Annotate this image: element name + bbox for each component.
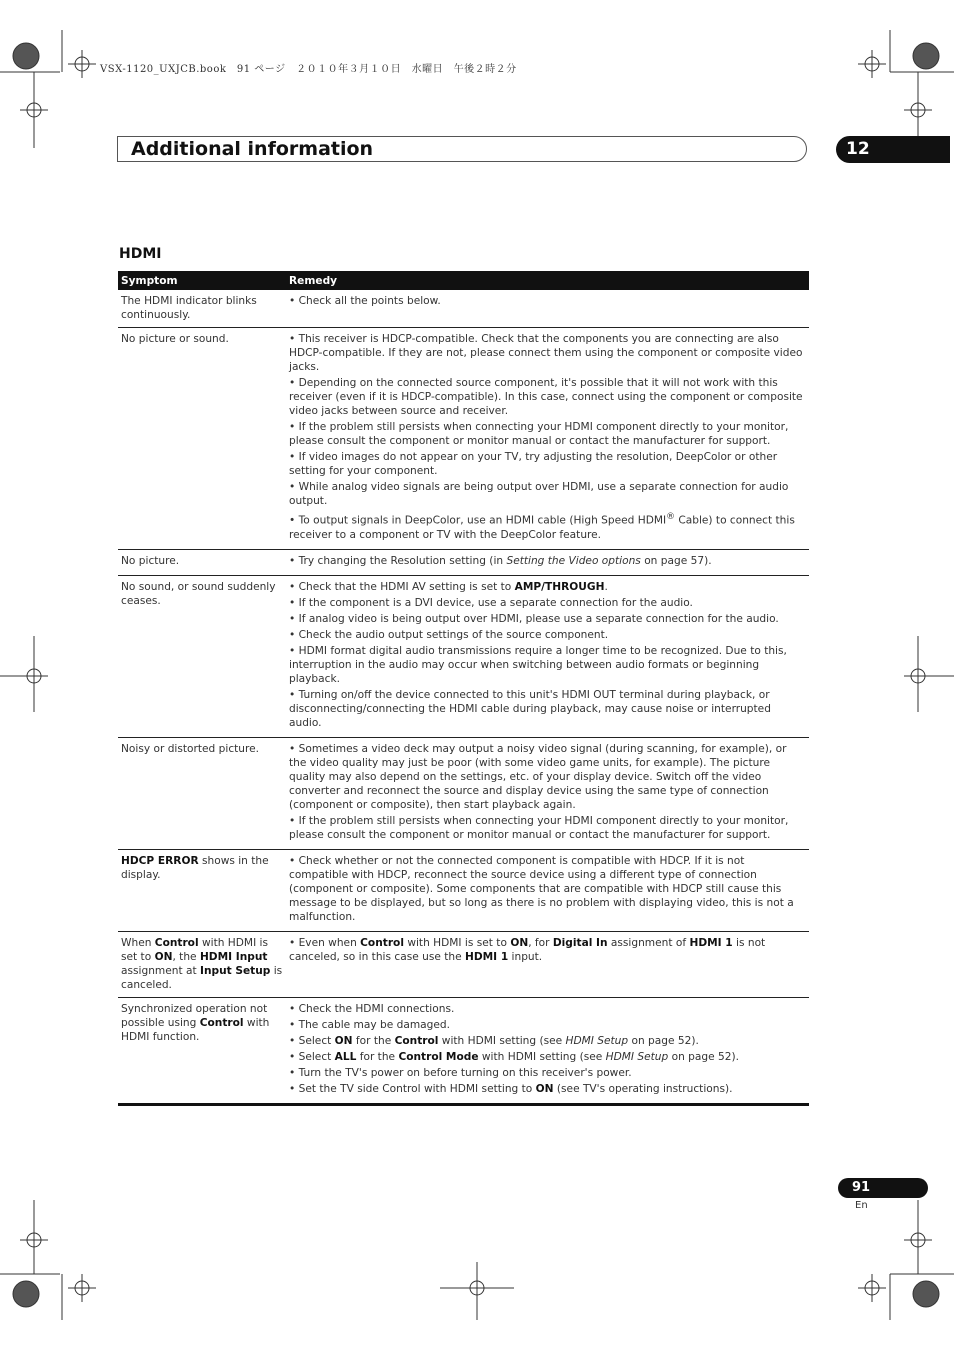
text-segment: ON xyxy=(334,1034,353,1047)
symptom-cell xyxy=(118,931,286,997)
text-segment: is not canceled, so in this case use the xyxy=(289,936,766,963)
text-segment: HDMI Input xyxy=(199,950,268,963)
table-row xyxy=(118,931,809,997)
text-segment: with HDMI setting (see xyxy=(478,1050,606,1063)
remedy-item xyxy=(289,1066,806,1080)
text-segment: input. xyxy=(508,950,543,963)
text-segment: • Sometimes a video deck may output a noisy video signal (during scanning, for example), or the video quality may just be poor (with some video game units, for example). The picture quality may also depend on the settings, etc. of your display device. Switch off the video converter and reconnect the source and display device using the same type of connection (component or composite), then start playback again. xyxy=(289,742,787,811)
text-segment: Cable) to connect this receiver to a component or TV with the DeepColor feature. xyxy=(289,514,795,541)
text-segment: assignment of xyxy=(607,936,690,949)
remedy-item xyxy=(289,628,806,642)
text-segment: • Check the audio output settings of the source component. xyxy=(289,628,609,641)
text-segment: • Check the HDMI connections. xyxy=(289,1002,455,1015)
remedy-cell xyxy=(286,328,809,550)
text-segment: on page 57). xyxy=(640,554,712,567)
text-segment: • If the problem still persists when connecting your HDMI component directly to your monitor, please consult the component or monitor manual or contact the manufacturer for support. xyxy=(289,421,789,447)
table-row xyxy=(118,549,809,575)
text-segment: • Turning on/off the device connected to this unit's HDMI OUT terminal during playback, or disconnecting/connecting the HDMI cable during playback, may cause noise or interrupted audio. xyxy=(289,688,771,729)
chapter-number-tab: 12 xyxy=(836,136,950,163)
remedy-item xyxy=(289,1082,806,1096)
remedy-item xyxy=(289,294,806,308)
text-segment: No picture or sound. xyxy=(121,333,229,345)
remedy-item xyxy=(289,742,806,812)
text-segment: Control xyxy=(394,1034,439,1047)
text-segment: • This receiver is HDCP-compatible. Check that the components you are connecting are also HDCP-compatible. If they are not, please connect them using the component or composite video jacks. xyxy=(289,333,803,373)
text-segment: ON xyxy=(510,936,529,949)
text-segment: AMP/THROUGH xyxy=(514,580,605,593)
text-segment: HDMI Setup xyxy=(565,1034,629,1047)
page-language: En xyxy=(855,1200,868,1211)
page-number-tab: 91 xyxy=(838,1178,928,1198)
text-segment: with HDMI setting (see xyxy=(438,1034,566,1047)
text-segment: • To output signals in DeepColor, use an HDMI cable (High Speed HDMI xyxy=(289,514,667,527)
text-segment: • The cable may be damaged. xyxy=(289,1018,450,1031)
text-segment: Control xyxy=(199,1016,244,1029)
text-segment: No picture. xyxy=(121,554,180,567)
remedy-item xyxy=(289,688,806,730)
text-segment: • Try changing the Resolution setting (in xyxy=(289,554,507,567)
remedy-item xyxy=(289,612,806,626)
text-segment: • HDMI format digital audio transmissions require a longer time to be recognized. Due to this, interruption in the audio may occur when switching between audio formats or beginning playback. xyxy=(289,644,787,685)
table-row xyxy=(118,737,809,849)
text-segment: ON xyxy=(154,950,173,963)
remedy-item xyxy=(289,580,806,594)
table-row xyxy=(118,328,809,550)
remedy-item xyxy=(289,1034,806,1048)
text-segment: • Depending on the connected source component, it's possible that it will not work with this receiver (even if it is HDCP-compatible). In this case, connect using the component or composite video jacks between source and receiver. xyxy=(289,377,803,417)
text-segment: , the xyxy=(172,950,200,963)
remedy-item xyxy=(289,1018,806,1032)
text-segment: HDMI 1 xyxy=(464,950,509,963)
text-segment: for the xyxy=(356,1050,399,1063)
remedy-cell xyxy=(286,931,809,997)
text-segment: on page 52). xyxy=(628,1034,699,1047)
text-segment: Setting the Video options xyxy=(506,554,641,567)
table-header-row xyxy=(118,271,809,290)
text-segment: No sound, or sound suddenly ceases. xyxy=(121,580,276,607)
text-segment: HDCP ERROR xyxy=(121,854,199,867)
text-segment: Control xyxy=(154,936,199,949)
remedy-item xyxy=(289,644,806,686)
text-segment: Synchronized operation not possible using xyxy=(121,1002,268,1029)
table-row xyxy=(118,290,809,328)
column-header-symptom: Symptom xyxy=(118,271,286,290)
text-segment: • If the component is a DVI device, use a separate connection for the audio. xyxy=(289,596,693,609)
remedy-item xyxy=(289,814,806,842)
text-segment: • If the problem still persists when connecting your HDMI component directly to your monitor, please consult the component or monitor manual or contact the manufacturer for support. xyxy=(289,814,789,841)
text-segment: • Turn the TV's power on before turning on this receiver's power. xyxy=(289,1066,632,1079)
text-segment: • Select xyxy=(289,1034,335,1047)
text-segment: on page 52). xyxy=(668,1050,739,1063)
remedy-cell xyxy=(286,549,809,575)
text-segment: • If video images do not appear on your TV, try adjusting the resolution, DeepColor or other setting for your component. xyxy=(289,451,778,477)
remedy-item xyxy=(289,1050,806,1064)
text-segment: is canceled. xyxy=(121,964,283,991)
remedy-item xyxy=(289,332,806,374)
table-row xyxy=(118,575,809,737)
text-segment: • Select xyxy=(289,1050,335,1063)
remedy-item xyxy=(289,450,806,478)
file-header: VSX-1120_UXJCB.book 91 ページ ２０１０年３月１０日 水曜日 午後２時２分 xyxy=(100,64,517,75)
troubleshooting-table xyxy=(118,271,809,1106)
remedy-item xyxy=(289,420,806,448)
symptom-cell xyxy=(118,549,286,575)
remedy-item xyxy=(289,554,806,568)
text-segment: (see TV's operating instructions). xyxy=(553,1082,733,1095)
text-segment: • Check all the points below. xyxy=(289,295,441,307)
remedy-item xyxy=(289,1002,806,1016)
text-segment: with HDMI is set to xyxy=(403,936,511,949)
remedy-item xyxy=(289,510,806,542)
remedy-item xyxy=(289,854,806,924)
section-heading: HDMI xyxy=(119,246,162,262)
symptom-cell xyxy=(118,849,286,931)
text-segment: HDMI 1 xyxy=(689,936,733,949)
symptom-cell xyxy=(118,997,286,1104)
text-segment: ® xyxy=(666,512,675,522)
text-segment: Digital In xyxy=(552,936,608,949)
text-segment: Control xyxy=(360,936,404,949)
text-segment: , for xyxy=(528,936,553,949)
remedy-item xyxy=(289,480,806,508)
remedy-item xyxy=(289,596,806,610)
text-segment: shows in the display. xyxy=(121,854,269,881)
column-header-remedy: Remedy xyxy=(286,271,809,290)
text-segment: The HDMI indicator blinks continuously. xyxy=(121,295,257,321)
symptom-cell xyxy=(118,737,286,849)
remedy-cell xyxy=(286,575,809,737)
text-segment: for the xyxy=(352,1034,395,1047)
table-row xyxy=(118,849,809,931)
remedy-item xyxy=(289,936,806,964)
text-segment: • While analog video signals are being output over HDMI, use a separate connection for audio output. xyxy=(289,481,789,507)
symptom-cell xyxy=(118,290,286,328)
text-segment: Input Setup xyxy=(200,964,271,977)
text-segment: Noisy or distorted picture. xyxy=(121,742,260,755)
remedy-item xyxy=(289,376,806,418)
remedy-cell xyxy=(286,737,809,849)
text-segment: • Set the TV side Control with HDMI setting to xyxy=(289,1082,536,1095)
text-segment: assignment at xyxy=(121,964,200,977)
text-segment: When xyxy=(121,936,155,949)
symptom-cell xyxy=(118,575,286,737)
text-segment: ALL xyxy=(334,1050,357,1063)
text-segment: Control Mode xyxy=(398,1050,479,1063)
remedy-cell xyxy=(286,290,809,328)
text-segment: • Even when xyxy=(289,936,361,949)
text-segment: with HDMI is set to xyxy=(121,936,269,963)
text-segment: . xyxy=(604,580,608,593)
text-segment: ON xyxy=(535,1082,554,1095)
symptom-cell xyxy=(118,328,286,550)
text-segment: • Check that the HDMI AV setting is set to xyxy=(289,580,515,593)
text-segment: HDMI Setup xyxy=(605,1050,669,1063)
remedy-cell xyxy=(286,997,809,1104)
text-segment: • Check whether or not the connected component is compatible with HDCP. If it is not compatible with HDCP, reconnect the source device using a different type of connection (component or composite). Some components that are compatible with HDCP still cause this message to be displayed, but so long as there is no problem with displaying video, this is not a malfunction. xyxy=(289,854,794,923)
text-segment: • If analog video is being output over HDMI, please use a separate connection for the audio. xyxy=(289,612,779,625)
table-row xyxy=(118,997,809,1104)
chapter-title: Additional information xyxy=(131,138,374,160)
text-segment: with HDMI function. xyxy=(121,1016,270,1043)
remedy-cell xyxy=(286,849,809,931)
